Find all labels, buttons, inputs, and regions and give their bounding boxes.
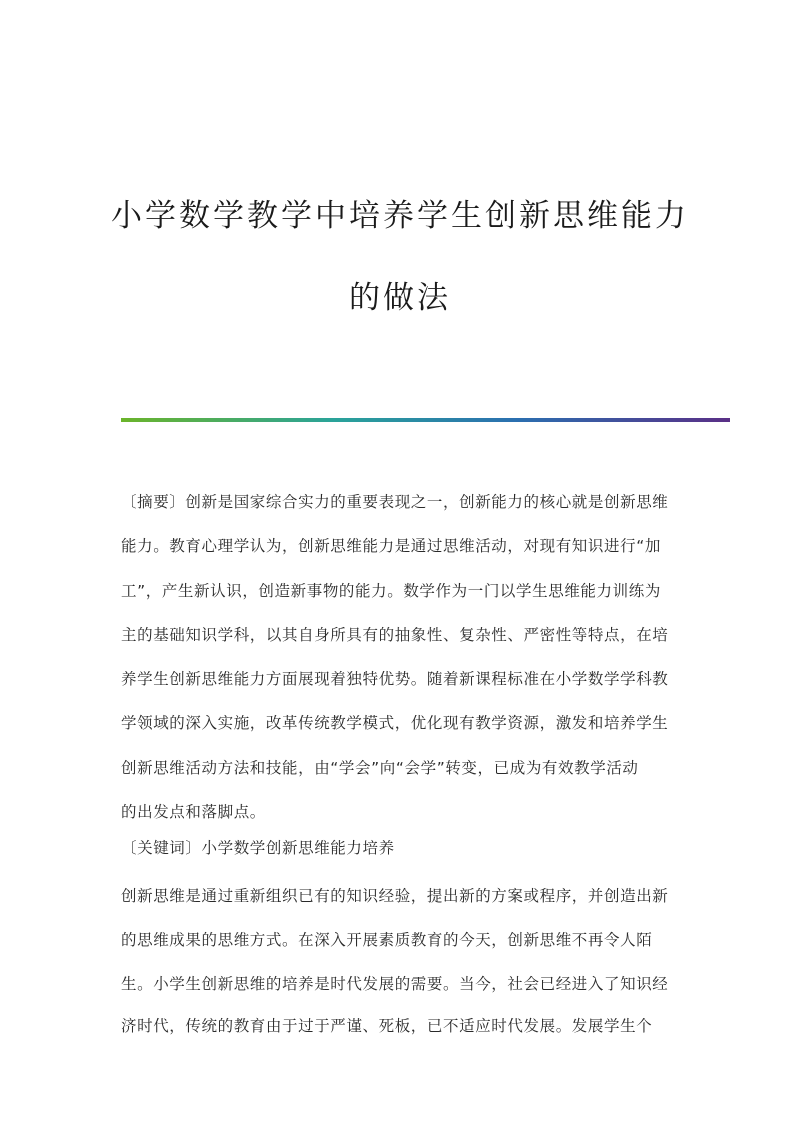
abstract-line: 养学生创新思维能力方面展现着独特优势。随着新课程标准在小学数学学科教 bbox=[121, 670, 669, 688]
body-line: 生。小学生创新思维的培养是时代发展的需要。当今，社会已经进入了知识经 bbox=[121, 975, 669, 993]
document-title-line-1: 小学数学教学中培养学生创新思维能力 bbox=[111, 198, 689, 234]
keywords-line: 〔关键词〕小学数学创新思维能力培养 bbox=[121, 839, 395, 857]
abstract-line: 〔摘要〕创新是国家综合实力的重要表现之一，创新能力的核心就是创新思维 bbox=[121, 493, 669, 511]
abstract-line: 的出发点和落脚点。 bbox=[121, 803, 266, 821]
body-line: 的思维成果的思维方式。在深入开展素质教育的今天，创新思维不再令人陌 bbox=[121, 931, 653, 949]
document-title-line-2: 的做法 bbox=[349, 280, 451, 316]
abstract-line: 能力。教育心理学认为，创新思维能力是通过思维活动，对现有知识进行“加 bbox=[121, 537, 661, 555]
abstract-line: 学领域的深入实施，改革传统教学模式，优化现有教学资源，激发和培养学生 bbox=[121, 714, 669, 732]
abstract-line: 工”，产生新认识，创造新事物的能力。数学作为一门以学生思维能力训练为 bbox=[121, 582, 661, 600]
body-line: 济时代，传统的教育由于过于严谨、死板，已不适应时代发展。发展学生个 bbox=[121, 1017, 653, 1035]
abstract-line: 创新思维活动方法和技能，由“学会”向“会学”转变，已成为有效教学活动 bbox=[121, 759, 639, 777]
body-line: 创新思维是通过重新组织已有的知识经验，提出新的方案或程序，并创造出新 bbox=[121, 887, 669, 905]
abstract-line: 主的基础知识学科，以其自身所具有的抽象性、复杂性、严密性等特点，在培 bbox=[121, 626, 669, 644]
title-divider bbox=[121, 418, 730, 422]
